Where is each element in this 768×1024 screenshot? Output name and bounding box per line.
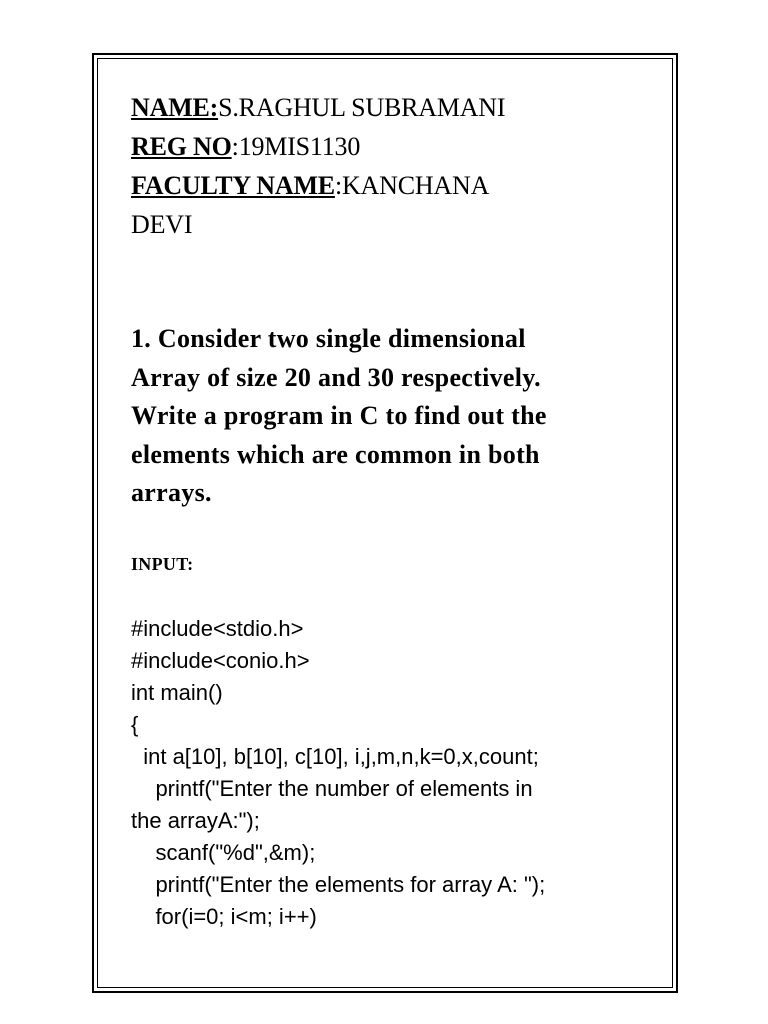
code-line: printf("Enter the number of elements in — [131, 776, 533, 801]
faculty-name-line — [131, 166, 651, 205]
faculty-name-line-2 — [131, 205, 651, 244]
code-block — [131, 613, 651, 933]
question-line: arrays. — [131, 478, 212, 507]
name-value: S.RAGHUL SUBRAMANI — [218, 93, 506, 122]
question-line: Write a program in C to find out the — [131, 401, 547, 430]
reg-no-line — [131, 127, 651, 166]
faculty-name-label: FACULTY NAME — [131, 171, 335, 200]
reg-no-value: 19MIS1130 — [238, 132, 361, 161]
code-line: { — [131, 712, 139, 737]
faculty-name-value-cont: DEVI — [131, 210, 193, 239]
code-line: for(i=0; i<m; i++) — [131, 904, 317, 929]
code-line: #include<stdio.h> — [131, 616, 304, 641]
code-line: int main() — [131, 680, 223, 705]
page-content — [131, 88, 651, 929]
question-line: 1. Consider two single dimensional — [131, 324, 526, 353]
question-line: Array of size 20 and 30 respectively. — [131, 362, 541, 392]
code-line: int a[10], b[10], c[10], i,j,m,n,k=0,x,count; — [131, 744, 539, 769]
reg-no-sep: : — [231, 132, 239, 161]
faculty-name-sep: : — [334, 171, 342, 200]
code-line: #include<conio.h> — [131, 648, 310, 673]
question-line: elements which are common in both — [131, 439, 540, 469]
name-label: NAME: — [131, 93, 219, 122]
reg-no-label: REG NO — [131, 132, 232, 161]
student-name-line — [131, 88, 651, 127]
code-line: the arrayA:"); — [131, 808, 260, 833]
faculty-name-value: KANCHANA — [341, 171, 490, 200]
code-line: printf("Enter the elements for array A: "); — [131, 872, 546, 897]
code-line: scanf("%d",&m); — [131, 840, 316, 865]
question-text — [131, 320, 651, 513]
input-heading: INPUT: — [131, 554, 194, 574]
